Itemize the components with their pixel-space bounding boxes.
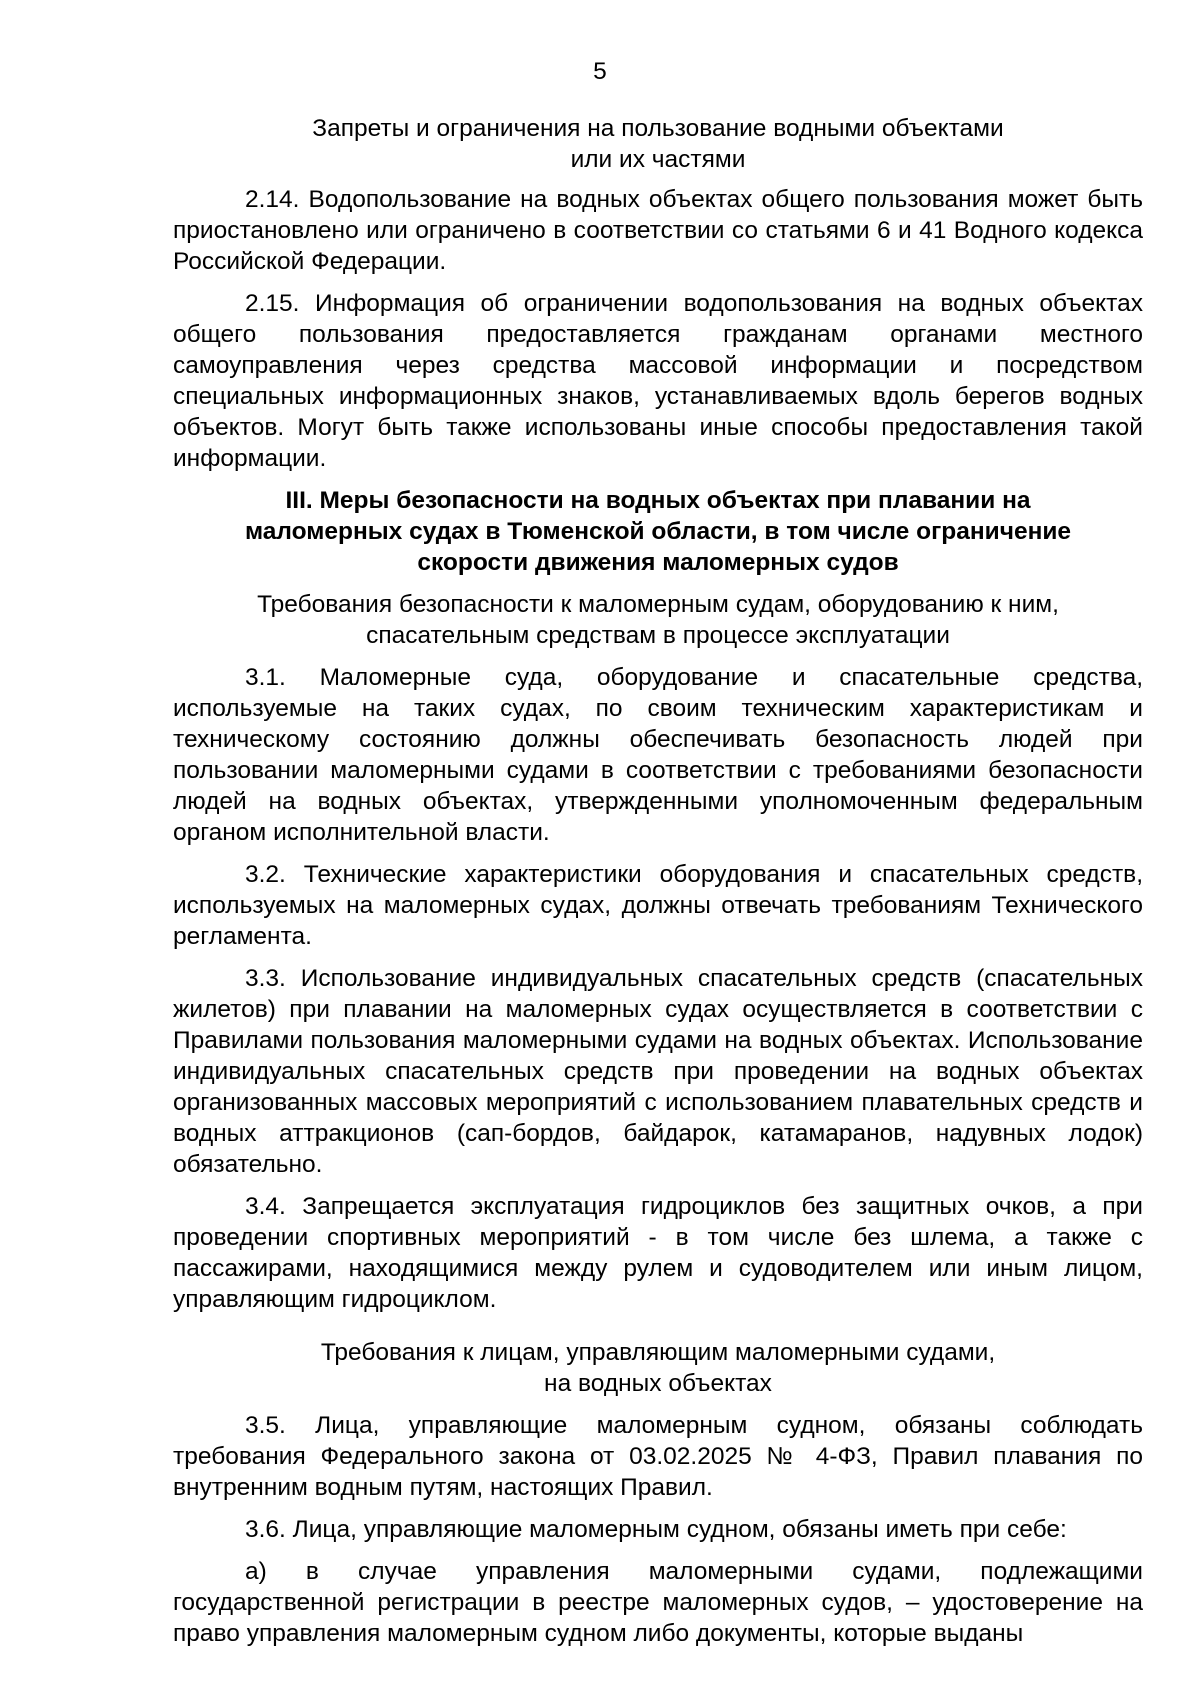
heading-line: Требования безопасности к маломерным судам, оборудованию к ним, (257, 591, 1059, 618)
paragraph-3-5: 3.5. Лица, управляющие маломерным судном, обязаны соблюдать требования Федерального закона от 03.02.2025 № 4-ФЗ, Правил плавания по внутренним водным путям, настоящих Правил. (173, 1412, 1143, 1501)
heading-line: Требования к лицам, управляющим маломерными судами, (320, 1339, 996, 1366)
section-title-line: маломерных судах в Тюменской области, в том числе ограничение (244, 518, 1072, 545)
section-3-title (173, 485, 1143, 578)
document-body (173, 113, 1143, 1649)
heading-line: Запреты и ограничения на пользование водными объектами (312, 115, 1004, 142)
paragraph-3-6: 3.6. Лица, управляющие маломерным судном, обязаны иметь при себе: (245, 1516, 1067, 1543)
section-title-line: III. Меры безопасности на водных объектах при плавании на (285, 487, 1031, 514)
section-heading-restrictions (173, 113, 1143, 175)
paragraph-3-6-a: а) в случае управления маломерными судами, подлежащими государственной регистрации в реестре маломерных судов, – удостоверение на право управления маломерным судном либо документы, которые выданы (173, 1558, 1143, 1647)
paragraph-3-3: 3.3. Использование индивидуальных спасательных средств (спасательных жилетов) при плавании на маломерных судах осуществляется в соответствии с Правилами пользования маломерными судами на водных объектах. Использование индивидуальных спасательных средств при проведении на водных объектах организованных массовых мероприятий с использованием плавательных средств и водных аттракционов (сап-бордов, байдарок, катамаранов, надувных лодок) обязательно. (173, 965, 1143, 1178)
paragraph-3-4: 3.4. Запрещается эксплуатация гидроциклов без защитных очков, а при проведении спортивных мероприятий - в том числе без шлема, а также с пассажирами, находящимися между рулем и судоводителем или иным лицом, управляющим гидроциклом. (173, 1193, 1143, 1313)
heading-line: спасательным средствам в процессе эксплуатации (366, 622, 950, 649)
subsection-heading-operators (173, 1337, 1143, 1399)
page-number: 5 (593, 58, 607, 85)
heading-line: или их частями (570, 146, 746, 173)
paragraph-2-14: 2.14. Водопользование на водных объектах общего пользования может быть приостановлено или ограничено в соответствии со статьями 6 и 41 Водного кодекса Российской Федерации. (173, 186, 1143, 275)
subsection-heading-safety (173, 589, 1143, 651)
heading-line: на водных объектах (544, 1370, 772, 1397)
paragraph-2-15: 2.15. Информация об ограничении водопользования на водных объектах общего пользования предоставляется гражданам органами местного самоуправления через средства массовой информации и посредством специальных информационных знаков, устанавливаемых вдоль берегов водных объектов. Могут быть также использованы иные способы предоставления такой информации. (173, 290, 1143, 472)
section-title-line: скорости движения маломерных судов (417, 549, 899, 576)
paragraph-3-1: 3.1. Маломерные суда, оборудование и спасательные средства, используемые на таких судах, по своим техническим характеристикам и техническому состоянию должны обеспечивать безопасность людей при пользовании маломерными судами в соответствии с требованиями безопасности людей на водных объектах, утвержденными уполномоченным федеральным органом исполнительной власти. (173, 664, 1143, 846)
paragraph-3-2: 3.2. Технические характеристики оборудования и спасательных средств, используемых на маломерных судах, должны отвечать требованиям Технического регламента. (173, 861, 1143, 950)
